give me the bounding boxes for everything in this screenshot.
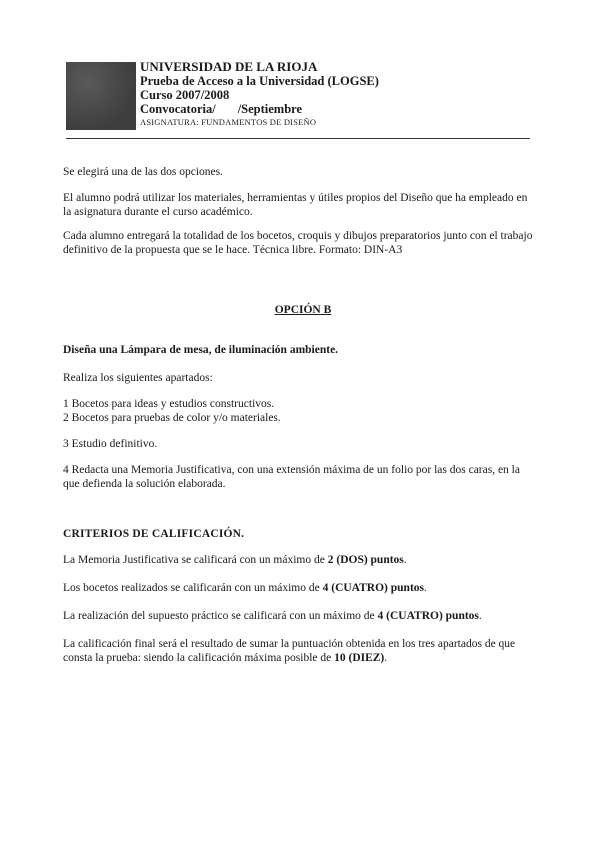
- task-intro: Realiza los siguientes apartados:: [63, 372, 213, 384]
- criterion-2-text: Los bocetos realizados se calificarán con un máximo de: [63, 582, 323, 594]
- criterion-2: [63, 581, 533, 595]
- criterion-4-end: .: [384, 652, 388, 664]
- header-divider: [66, 138, 530, 139]
- task-item-1: 1 Bocetos para ideas y estudios constructivos.: [63, 398, 275, 410]
- criterion-4: [63, 637, 533, 665]
- criterion-3: [63, 609, 533, 623]
- university-name: UNIVERSIDAD DE LA RIOJA: [140, 59, 318, 74]
- criterion-3-text: La realización del supuesto práctico se calificará con un máximo de: [63, 610, 378, 622]
- criterion-4-text: La calificación final será el resultado de sumar la puntuación obtenida en los tres apartados de que consta la prueba: siendo la calificación máxima posible de: [63, 638, 516, 664]
- exam-header: [140, 60, 440, 128]
- instruction-3: Cada alumno entregará la totalidad de los bocetos, croquis y dibujos preparatorios junto con el trabajo definitivo de la propuesta que se le hace. Técnica libre. Formato: DIN-A3: [63, 230, 533, 256]
- course-year: Curso 2007/2008: [140, 88, 230, 102]
- criterion-3-points: 4 (CUATRO) puntos: [377, 610, 479, 622]
- instruction-2: El alumno podrá utilizar los materiales, herramientas y útiles propios del Diseño que ha empleado en la asignatura durante el curso académico.: [63, 192, 528, 218]
- call-line: [140, 102, 440, 116]
- call-label: Convocatoria: [140, 102, 213, 116]
- task-item-4: 4 Redacta una Memoria Justificativa, con una extensión máxima de un folio por las dos caras, en la que defienda la solución elaborada.: [63, 464, 520, 490]
- criterion-3-end: .: [478, 610, 482, 622]
- criterion-1-points: 2 (DOS) puntos: [327, 554, 404, 566]
- criterion-1-text: La Memoria Justificativa se calificará con un máximo de: [63, 554, 328, 566]
- exam-name: Prueba de Acceso a la Universidad (LOGSE): [140, 74, 379, 88]
- option-title: OPCIÓN B: [274, 304, 332, 316]
- task-item-3: 3 Estudio definitivo.: [63, 438, 158, 450]
- criterion-2-end: .: [424, 582, 427, 594]
- criteria-title: CRITERIOS DE CALIFICACIÓN.: [63, 528, 245, 540]
- university-logo: [66, 62, 136, 130]
- criterion-4-points: 10 (DIEZ): [334, 652, 385, 664]
- task-item-2: 2 Bocetos para pruebas de color y/o materiales.: [63, 412, 281, 424]
- exam-content: [63, 165, 533, 679]
- criterion-2-points: 4 (CUATRO) puntos: [322, 582, 424, 594]
- criterion-1: [63, 553, 533, 567]
- subject-line: ASIGNATURA: FUNDAMENTOS DE DISEÑO: [140, 117, 317, 127]
- call-mark: /: [212, 102, 216, 116]
- task-statement: Diseña una Lámpara de mesa, de iluminación ambiente.: [63, 344, 339, 356]
- criterion-1-end: .: [403, 554, 407, 566]
- instruction-1: Se elegirá una de las dos opciones.: [63, 166, 223, 178]
- call-month: /Septiembre: [237, 102, 303, 116]
